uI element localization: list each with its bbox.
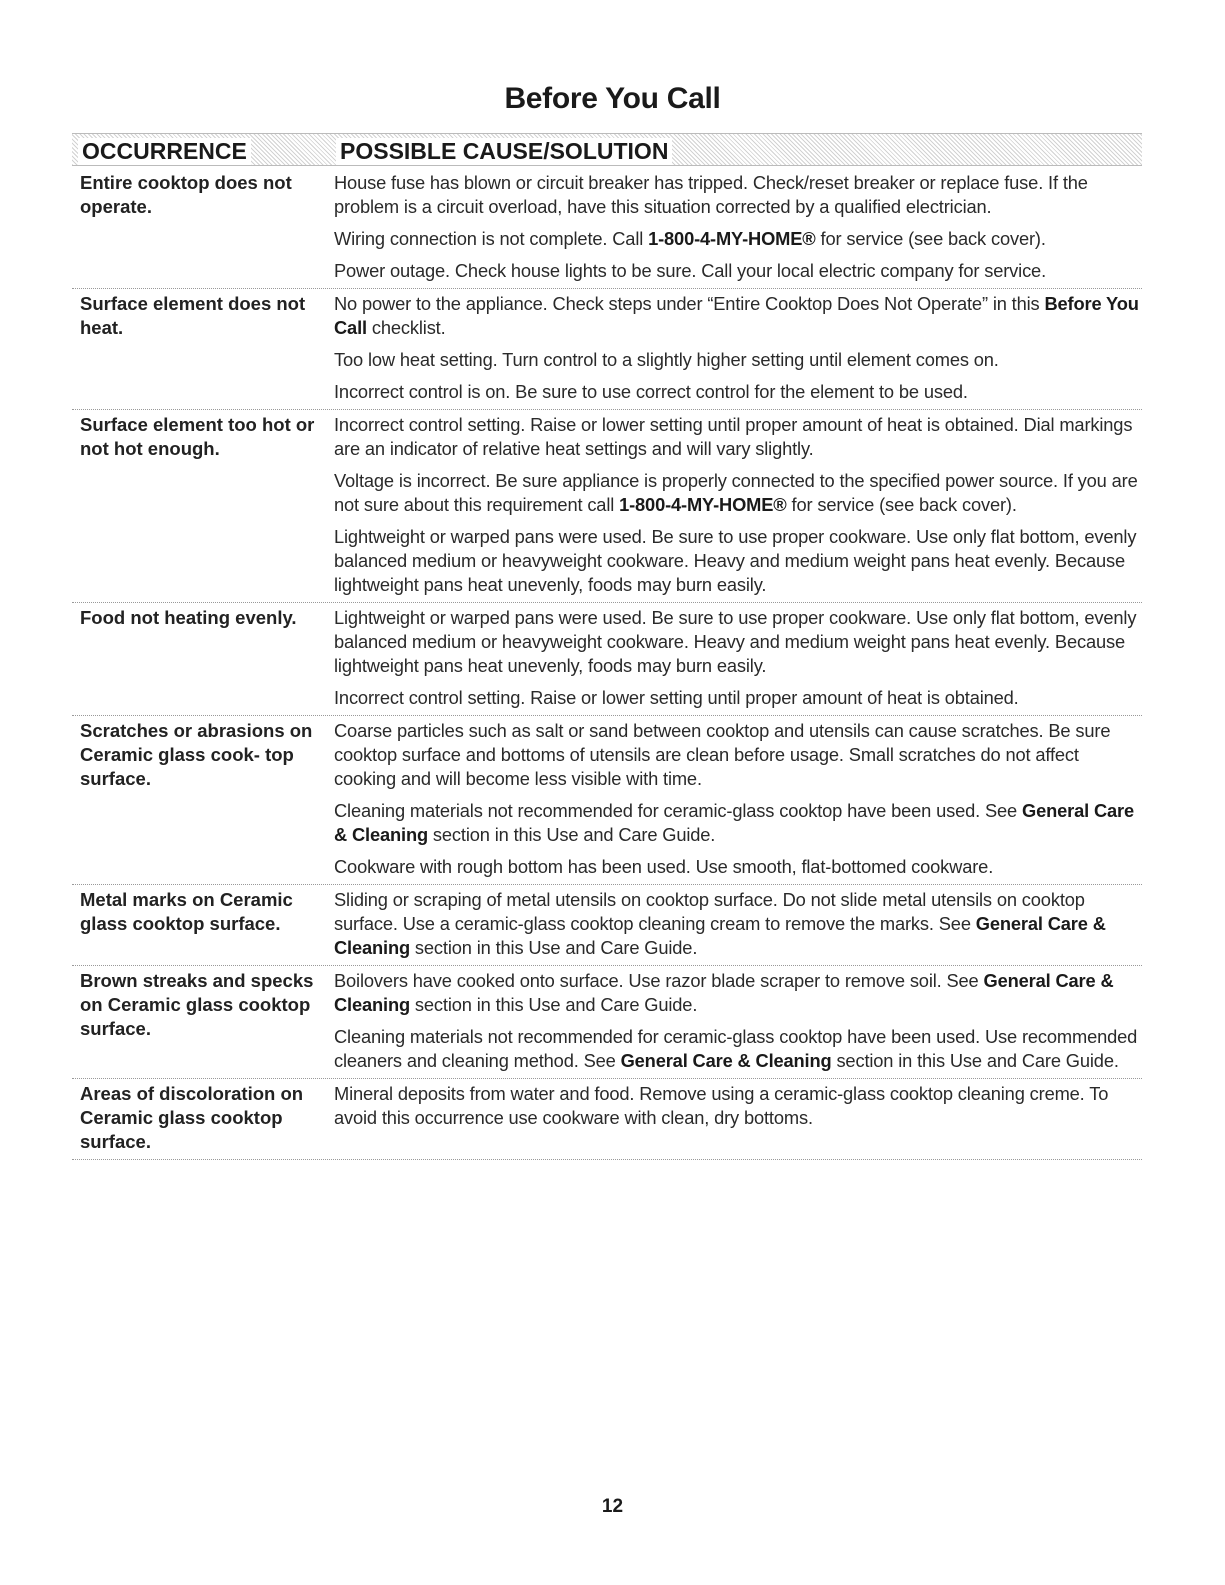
- occurrence-cell: Food not heating evenly.: [80, 607, 297, 628]
- cause-text: Cleaning materials not recommended for ceramic-glass cooktop have been used. Use recommended cleaners and cleaning method. See: [334, 1026, 1138, 1071]
- cause-text: Incorrect control setting. Raise or lower setting until proper amount of heat is obtained. Dial markings are an indicator of relative heat settings and will vary slightly.: [334, 414, 1133, 459]
- cause-paragraph: [334, 686, 1142, 710]
- cause-paragraph: [334, 1025, 1142, 1073]
- bold-reference: 1-800-4-MY-HOME®: [648, 228, 816, 249]
- cause-text: Too low heat setting. Turn control to a slightly higher setting until element comes on.: [334, 349, 999, 370]
- cause-paragraph: [334, 292, 1142, 340]
- cause-solution-cell: [334, 606, 1142, 710]
- cause-text: Cookware with rough bottom has been used. Use smooth, flat-bottomed cookware.: [334, 856, 994, 877]
- bold-reference: Before You Call: [334, 293, 1139, 338]
- occurrence-cell: Surface element does not heat.: [80, 293, 306, 338]
- cause-text: Lightweight or warped pans were used. Be sure to use proper cookware. Use only flat bottom, evenly balanced medium or heavyweight cookware. Heavy and medium weight pans heat evenly. Because lightweight pans heat unevenly, foods may burn easily.: [334, 526, 1137, 595]
- cause-paragraph: [334, 1082, 1142, 1130]
- cause-paragraph: [334, 799, 1142, 847]
- bold-reference: General Care & Cleaning: [334, 800, 1135, 845]
- cause-solution-cell: [334, 292, 1142, 404]
- occurrence-cell: Areas of discoloration on Ceramic glass cooktop surface.: [80, 1083, 304, 1152]
- cause-paragraph: [334, 227, 1142, 251]
- table-row: [72, 603, 1142, 716]
- cause-paragraph: [334, 888, 1142, 960]
- cause-text: No power to the appliance. Check steps under “Entire Cooktop Does Not Operate” in this: [334, 293, 1045, 314]
- cause-paragraph: [334, 469, 1142, 517]
- cause-text: for service (see back cover).: [815, 228, 1046, 249]
- bold-reference: 1-800-4-MY-HOME®: [619, 494, 787, 515]
- cause-text: Power outage. Check house lights to be sure. Call your local electric company for service.: [334, 260, 1047, 281]
- cause-text: Lightweight or warped pans were used. Be sure to use proper cookware. Use only flat bottom, evenly balanced medium or heavyweight cookware. Heavy and medium weight pans heat evenly. Because lightweight pans heat unevenly, foods may burn easily.: [334, 607, 1137, 676]
- occurrence-cell: Scratches or abrasions on Ceramic glass cook- top surface.: [80, 720, 313, 789]
- cause-paragraph: [334, 380, 1142, 404]
- cause-text: checklist.: [366, 317, 446, 338]
- occurrence-cell: Brown streaks and specks on Ceramic glass cooktop surface.: [80, 970, 314, 1039]
- table-row: [72, 289, 1142, 410]
- troubleshooting-table: [72, 168, 1142, 1160]
- occurrence-header: OCCURRENCE: [78, 138, 251, 165]
- bold-reference: General Care & Cleaning: [620, 1050, 832, 1071]
- cause-solution-cell: [334, 888, 1142, 960]
- cause-text: Mineral deposits from water and food. Remove using a ceramic-glass cooktop cleaning creme. To avoid this occurrence use cookware with clean, dry bottoms.: [334, 1083, 1109, 1128]
- cause-solution-cell: [334, 171, 1142, 283]
- cause-solution-cell: [334, 1082, 1142, 1154]
- occurrence-cell: Surface element too hot or not hot enough.: [80, 414, 315, 459]
- cause-text: Voltage is incorrect. Be sure appliance is properly connected to the specified power source. If you are not sure about this requirement call: [334, 470, 1138, 515]
- occurrence-cell: Entire cooktop does not operate.: [80, 172, 292, 217]
- cause-text: Wiring connection is not complete. Call: [334, 228, 649, 249]
- table-row: [72, 716, 1142, 885]
- cause-text: Sliding or scraping of metal utensils on cooktop surface. Do not slide metal utensils on cooktop surface. Use a ceramic-glass cooktop cleaning cream to remove the marks. See: [334, 889, 1085, 934]
- cause-solution-cell: [334, 413, 1142, 597]
- cause-text: section in this Use and Care Guide.: [831, 1050, 1119, 1071]
- bold-reference: General Care & Cleaning: [334, 970, 1114, 1015]
- cause-text: section in this Use and Care Guide.: [410, 937, 698, 958]
- cause-solution-header: POSSIBLE CAUSE/SOLUTION: [336, 138, 672, 165]
- table-row: [72, 885, 1142, 966]
- cause-paragraph: [334, 719, 1142, 791]
- cause-paragraph: [334, 413, 1142, 461]
- cause-solution-cell: [334, 719, 1142, 879]
- cause-text: Coarse particles such as salt or sand between cooktop and utensils can cause scratches. Be sure cooktop surface and bottoms of utensils are clean before usage. Small scratches do not affect cooking and will become less visible with time.: [334, 720, 1111, 789]
- occurrence-cell: Metal marks on Ceramic glass cooktop surface.: [80, 889, 293, 934]
- cause-paragraph: [334, 171, 1142, 219]
- cause-paragraph: [334, 348, 1142, 372]
- cause-text: section in this Use and Care Guide.: [427, 824, 716, 845]
- cause-text: Boilovers have cooked onto surface. Use razor blade scraper to remove soil. See: [334, 970, 984, 991]
- cause-text: Incorrect control setting. Raise or lower setting until proper amount of heat is obtained.: [334, 687, 1019, 708]
- cause-text: Incorrect control is on. Be sure to use correct control for the element to be used.: [334, 381, 968, 402]
- cause-solution-cell: [334, 969, 1142, 1073]
- table-row: [72, 966, 1142, 1079]
- page-number: 12: [601, 1496, 624, 1517]
- bold-reference: General Care & Cleaning: [334, 913, 1106, 958]
- cause-paragraph: [334, 606, 1142, 678]
- cause-text: Cleaning materials not recommended for ceramic-glass cooktop have been used. See: [334, 800, 1022, 821]
- table-row: [72, 410, 1142, 603]
- cause-paragraph: [334, 259, 1142, 283]
- cause-text: House fuse has blown or circuit breaker has tripped. Check/reset breaker or replace fuse. If the problem is a circuit overload, have this situation corrected by a qualified electrician.: [334, 172, 1088, 217]
- cause-text: section in this Use and Care Guide.: [410, 994, 698, 1015]
- table-row: [72, 1079, 1142, 1160]
- cause-paragraph: [334, 855, 1142, 879]
- cause-paragraph: [334, 969, 1142, 1017]
- page-title: Before You Call: [504, 82, 721, 115]
- table-header: [72, 133, 1142, 166]
- cause-text: for service (see back cover).: [786, 494, 1017, 515]
- cause-paragraph: [334, 525, 1142, 597]
- table-row: [72, 168, 1142, 289]
